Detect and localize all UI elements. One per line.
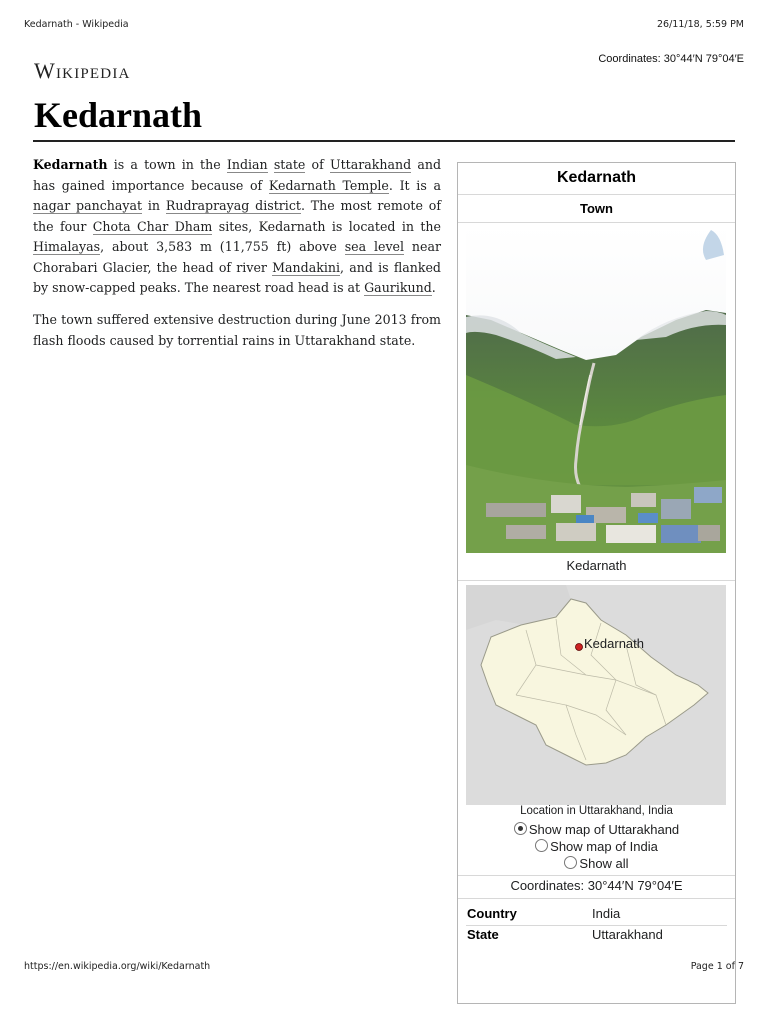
infobox-divider <box>458 580 735 581</box>
flood-paragraph: The town suffered extensive destruction during June 2013 from flash floods caused by torrential rains in Uttarakhand state. <box>33 312 441 348</box>
radio-button-icon[interactable] <box>564 856 577 869</box>
infobox-title: Kedarnath <box>556 169 637 186</box>
infobox-coordinates[interactable]: Coordinates: 30°44′N 79°04′E <box>510 878 683 893</box>
photo-caption: Kedarnath <box>566 558 627 573</box>
radio-label[interactable]: Show map of India <box>550 839 658 854</box>
wikipedia-logo[interactable]: Wikipedia <box>34 58 131 83</box>
page-title: Kedarnath <box>34 95 203 135</box>
text-run: . <box>431 280 436 295</box>
link-uttarakhand[interactable]: Uttarakhand <box>329 157 412 172</box>
text-run: and has gained importance because of <box>33 157 441 193</box>
text-run: . The most remote of the four <box>33 198 441 234</box>
print-header-title: Kedarnath - Wikipedia <box>24 19 129 30</box>
radio-button-icon[interactable] <box>535 839 548 852</box>
radio-show-map-india[interactable] <box>458 839 735 854</box>
link-kedarnath-temple[interactable]: Kedarnath Temple <box>268 177 389 193</box>
infobox-row-label: State <box>467 927 499 942</box>
link-indian[interactable]: Indian <box>226 157 268 172</box>
infobox-divider <box>458 194 735 195</box>
link-chota-char-dham[interactable]: Chota Char Dham <box>92 218 213 234</box>
text-run: , and is flanked by snow-capped peaks. The nearest road head is at <box>33 259 441 295</box>
link-state[interactable]: state <box>273 157 306 172</box>
text-run <box>268 157 274 172</box>
kedarnath-photo[interactable] <box>466 225 726 553</box>
text-run: , about 3,583 m (11,755 ft) above <box>100 239 345 254</box>
kedarnath-marker <box>576 644 583 651</box>
link-rudraprayag-district[interactable]: Rudraprayag district <box>165 198 301 213</box>
title-divider <box>33 140 735 142</box>
text-run: of <box>305 157 330 172</box>
infobox-divider <box>458 222 735 223</box>
infobox-divider <box>458 898 735 899</box>
bold-term: Kedarnath <box>33 157 108 172</box>
radio-label[interactable]: Show all <box>579 856 629 871</box>
text-run: . It is a <box>388 177 441 193</box>
infobox-divider <box>466 925 727 926</box>
top-coordinates[interactable]: Coordinates: 30°44′N 79°04′E <box>598 53 744 65</box>
map-caption: Location in Uttarakhand, India <box>520 805 673 817</box>
infobox-divider <box>458 875 735 876</box>
text-run: in <box>142 198 166 213</box>
radio-button-icon[interactable] <box>514 822 527 835</box>
uttarakhand-map <box>466 585 726 805</box>
link-sea-level[interactable]: sea level <box>344 239 405 254</box>
infobox-row-value[interactable]: Uttarakhand <box>592 927 663 942</box>
infobox-row-value[interactable]: India <box>592 906 621 921</box>
radio-label[interactable]: Show map of Uttarakhand <box>528 822 680 837</box>
kedarnath-photo-image <box>466 225 726 553</box>
radio-show-map-uttarakhand[interactable] <box>458 822 735 837</box>
print-header-datetime: 26/11/18, 5:59 PM <box>657 19 744 30</box>
link-mandakini[interactable]: Mandakini <box>272 259 341 275</box>
print-footer-url: https://en.wikipedia.org/wiki/Kedarnath <box>24 961 211 972</box>
text-run: near Chorabari Glacier, the head of river <box>33 239 441 275</box>
text-run: sites, Kedarnath is located in the <box>212 218 441 234</box>
infobox-row-label: Country <box>467 906 517 921</box>
infobox <box>457 162 736 1004</box>
infobox-subtitle: Town <box>580 201 613 216</box>
link-himalayas[interactable]: Himalayas <box>33 239 101 254</box>
print-footer-page: Page 1 of 7 <box>690 961 744 972</box>
map-label: Kedarnath <box>584 636 644 651</box>
intro-paragraph <box>33 155 441 299</box>
text-run: is a town in the <box>107 157 227 172</box>
radio-show-all[interactable] <box>458 856 735 871</box>
link-gaurikund[interactable]: Gaurikund <box>364 280 432 295</box>
location-map[interactable] <box>466 585 726 805</box>
link-nagar-panchayat[interactable]: nagar panchayat <box>33 198 143 213</box>
